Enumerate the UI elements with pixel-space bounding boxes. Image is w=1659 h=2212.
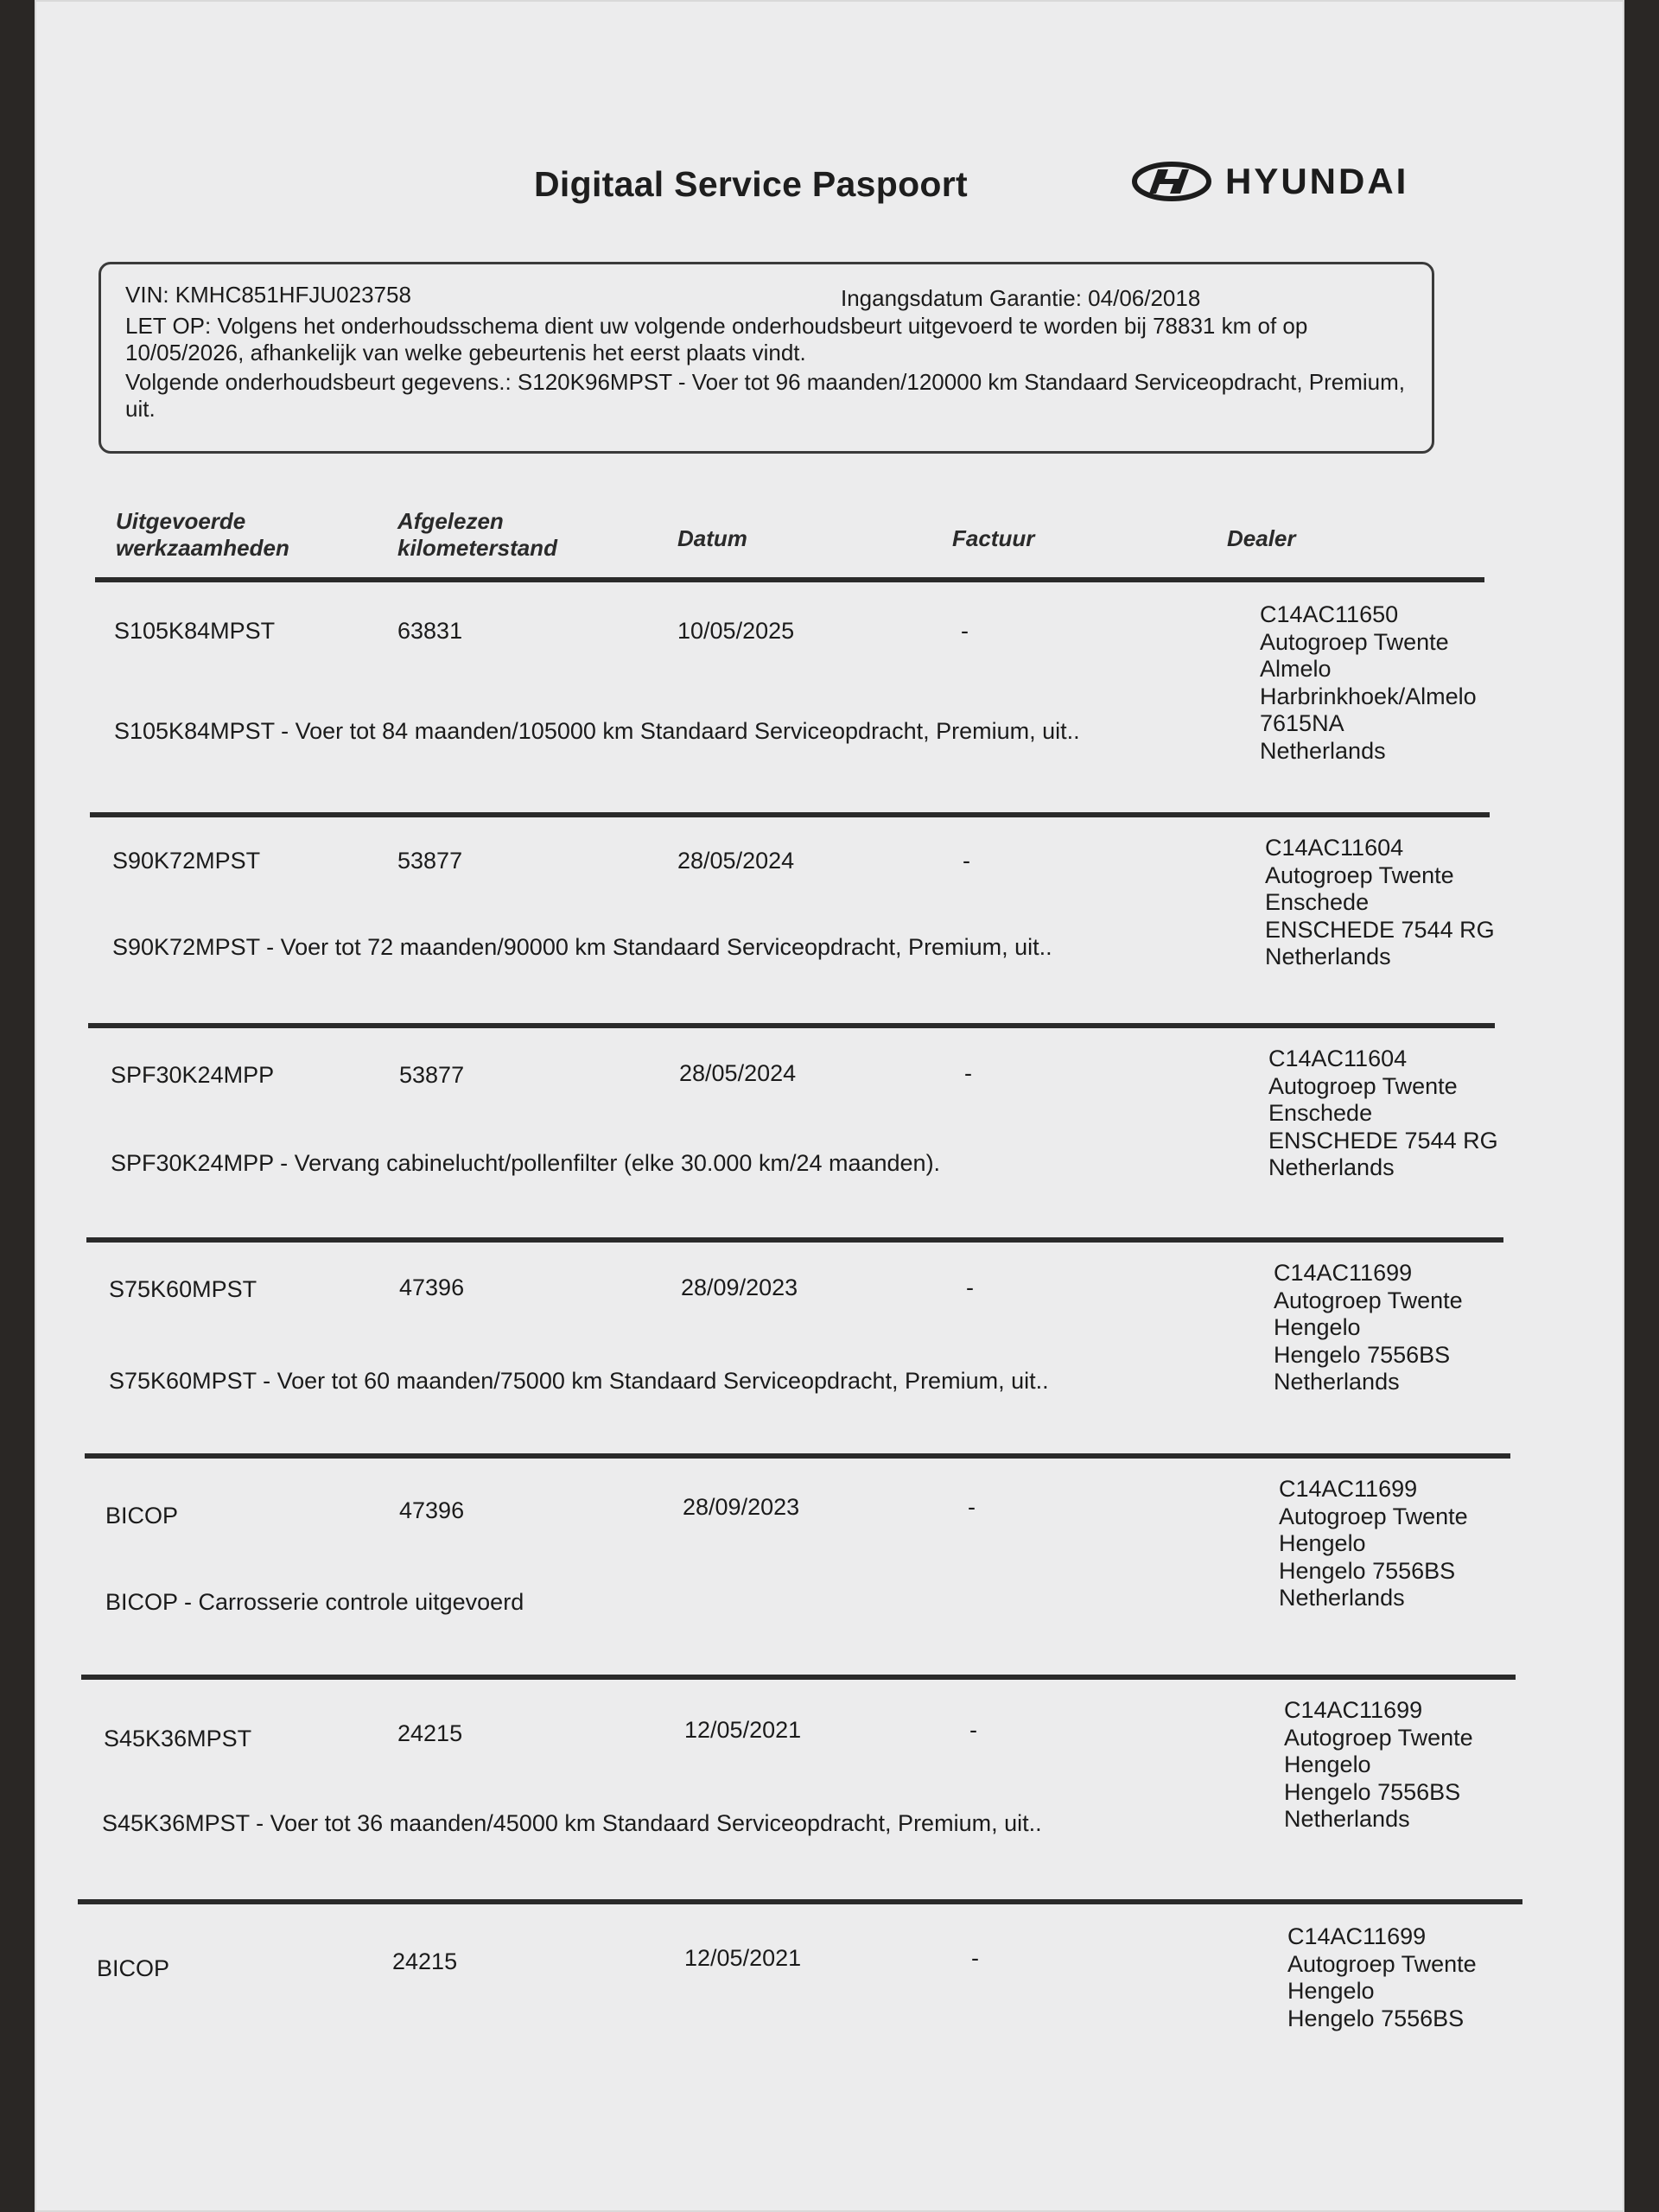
service-date: 28/09/2023 [683, 1494, 800, 1520]
vehicle-info-box [99, 262, 1434, 454]
work-code: S45K36MPST [104, 1726, 252, 1751]
invoice: - [963, 848, 970, 874]
header-divider [95, 577, 1484, 582]
dealer-info: C14AC11699 Autogroep Twente Hengelo Hengelo 7556BS Netherlands [1284, 1697, 1473, 1832]
header-work: Uitgevoerde werkzaamheden [116, 508, 289, 561]
invoice: - [968, 1494, 976, 1520]
dealer-info: C14AC11604 Autogroep Twente Enschede ENSCHEDE 7544 RG Netherlands [1268, 1046, 1498, 1180]
km-reading: 24215 [397, 1720, 463, 1746]
header-date: Datum [677, 525, 747, 551]
work-description: S75K60MPST - Voer tot 60 maanden/75000 km Standaard Serviceopdracht, Premium, uit.. [109, 1368, 1049, 1394]
service-notice: LET OP: Volgens het onderhoudsschema dient uw volgende onderhoudsbeurt uitgevoerd te worden bij 78831 km of op 10/05/2026, afhankelijk van welke gebeurtenis het eerst plaats vindt. [125, 313, 1308, 365]
work-code: BICOP [105, 1503, 179, 1529]
service-table-header [97, 508, 1488, 577]
km-reading: 63831 [397, 618, 463, 644]
work-code: SPF30K24MPP [111, 1062, 275, 1088]
service-date: 12/05/2021 [684, 1717, 802, 1743]
work-description: SPF30K24MPP - Vervang cabinelucht/pollenfilter (elke 30.000 km/24 maanden). [111, 1150, 941, 1176]
invoice: - [966, 1274, 974, 1300]
service-date: 28/09/2023 [681, 1274, 798, 1300]
row-divider [78, 1899, 1522, 1904]
invoice: - [964, 1060, 972, 1086]
invoice: - [961, 618, 969, 644]
km-reading: 53877 [399, 1062, 465, 1088]
work-description: S45K36MPST - Voer tot 36 maanden/45000 km Standaard Serviceopdracht, Premium, uit.. [102, 1810, 1042, 1836]
row-divider [86, 1237, 1503, 1243]
work-description: BICOP - Carrosserie controle uitgevoerd [105, 1589, 524, 1615]
header-invoice: Factuur [952, 525, 1035, 551]
dealer-info: C14AC11699 Autogroep Twente Hengelo Hengelo 7556BS [1287, 1923, 1477, 2031]
service-date: 28/05/2024 [677, 848, 795, 874]
km-reading: 53877 [397, 848, 463, 874]
hyundai-logo-icon [1132, 162, 1211, 201]
brand-name: HYUNDAI [1225, 161, 1409, 201]
warranty-start-date: Ingangsdatum Garantie: 04/06/2018 [841, 285, 1201, 311]
work-code: S75K60MPST [109, 1276, 257, 1302]
row-divider [90, 812, 1490, 817]
dealer-info: C14AC11699 Autogroep Twente Hengelo Hengelo 7556BS Netherlands [1279, 1476, 1468, 1611]
km-reading: 47396 [399, 1497, 465, 1523]
work-code: S90K72MPST [112, 848, 261, 874]
work-description: S90K72MPST - Voer tot 72 maanden/90000 km Standaard Serviceopdracht, Premium, uit.. [112, 934, 1052, 960]
document-page [35, 0, 1624, 2212]
km-reading: 47396 [399, 1274, 465, 1300]
row-divider [88, 1023, 1495, 1028]
next-service-details: Volgende onderhoudsbeurt gegevens.: S120K96MPST - Voer tot 96 maanden/120000 km Standaard Serviceopdracht, Premium, uit. [125, 369, 1406, 422]
km-reading: 24215 [392, 1948, 458, 1974]
row-divider [85, 1453, 1510, 1459]
service-date: 12/05/2021 [684, 1945, 802, 1971]
dealer-info: C14AC11699 Autogroep Twente Hengelo Hengelo 7556BS Netherlands [1274, 1260, 1463, 1395]
invoice: - [969, 1717, 977, 1743]
work-description: S105K84MPST - Voer tot 84 maanden/105000 km Standaard Serviceopdracht, Premium, uit.. [114, 718, 1080, 744]
header-dealer: Dealer [1227, 525, 1296, 551]
header-km: Afgelezen kilometerstand [397, 508, 557, 561]
work-code: BICOP [97, 1955, 170, 1981]
vin-label: VIN: KMHC851HFJU023758 [125, 282, 411, 308]
dealer-info: C14AC11650 Autogroep Twente Almelo Harbrinkhoek/Almelo 7615NA Netherlands [1260, 601, 1477, 764]
service-date: 10/05/2025 [677, 618, 795, 644]
document-title: Digitaal Service Paspoort [534, 164, 968, 204]
invoice: - [971, 1945, 979, 1971]
row-divider [81, 1675, 1516, 1680]
dealer-info: C14AC11604 Autogroep Twente Enschede ENSCHEDE 7544 RG Netherlands [1265, 835, 1495, 969]
brand [1132, 161, 1408, 202]
work-code: S105K84MPST [114, 618, 276, 644]
service-date: 28/05/2024 [679, 1060, 797, 1086]
document-header [35, 156, 1624, 225]
